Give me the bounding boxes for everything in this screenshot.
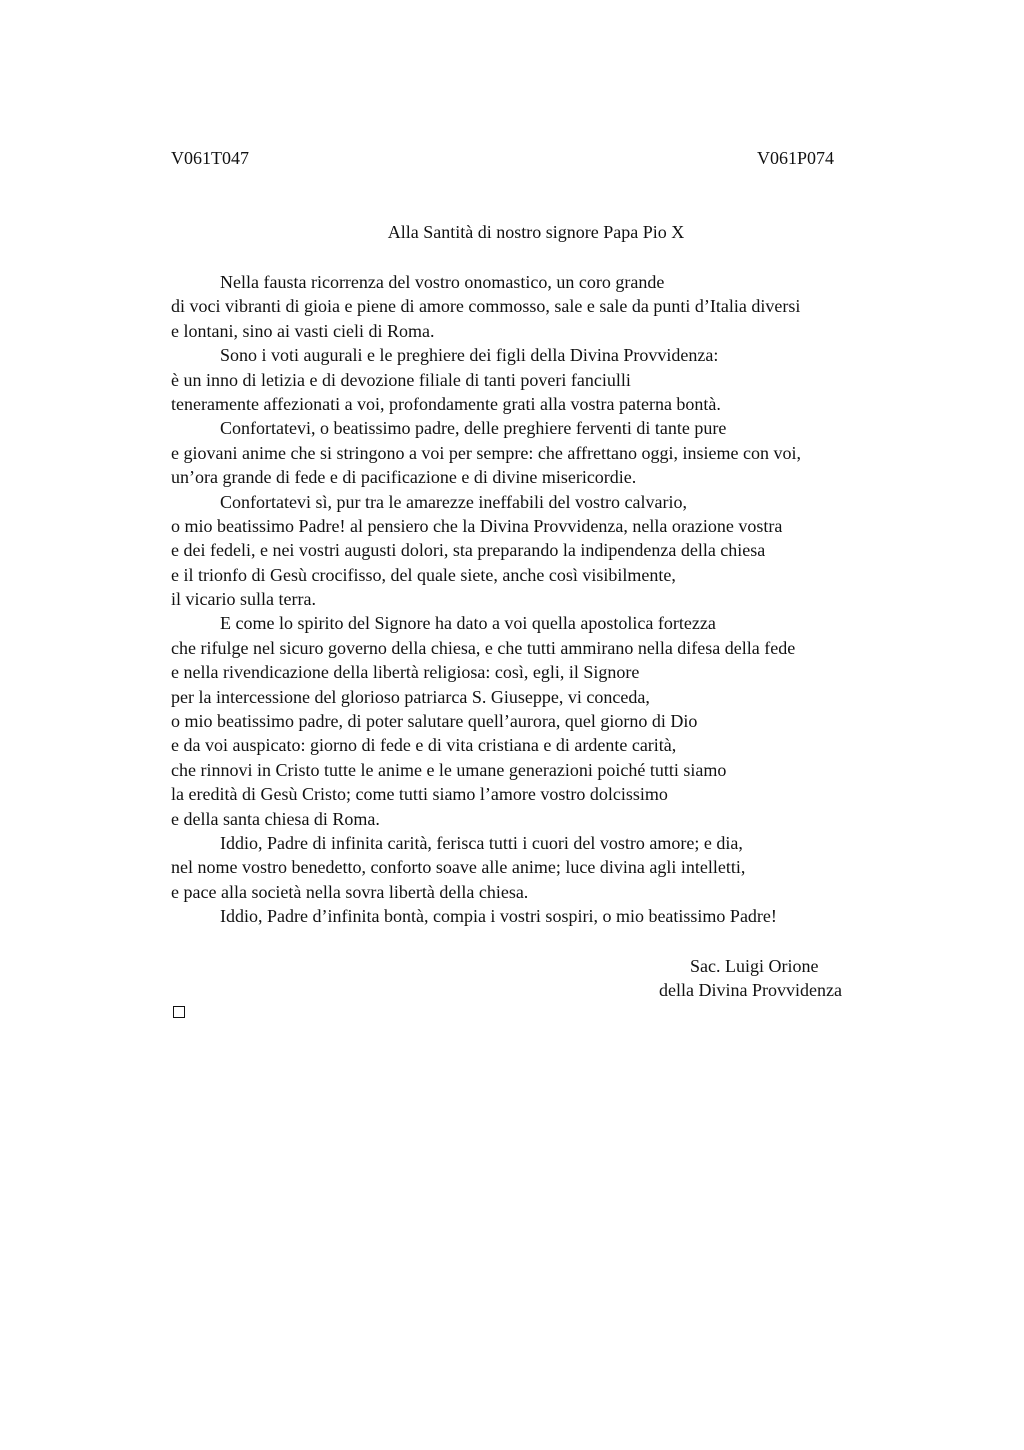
- body-line: Nella fausta ricorrenza del vostro onomastico, un coro grande: [220, 272, 665, 292]
- body-line: Iddio, Padre di infinita carità, ferisca tutti i cuori del vostro amore; e dia,: [220, 832, 743, 853]
- body-line: Sono i voti augurali e le preghiere dei figli della Divina Provvidenza:: [220, 345, 719, 366]
- page-reference-right: V061P074: [757, 148, 835, 168]
- body-line: nel nome vostro benedetto, conforto soave alle anime; luce divina agli intelletti,: [171, 857, 746, 878]
- body-line: la eredità di Gesù Cristo; come tutti siamo l’amore vostro dolcissimo: [171, 784, 668, 805]
- body-line: e lontani, sino ai vasti cieli di Roma.: [171, 320, 435, 341]
- end-marker-box: [173, 1006, 185, 1018]
- body-line: Confortatevi sì, pur tra le amarezze ineffabili del vostro calvario,: [220, 491, 687, 512]
- body-line: per la intercessione del glorioso patriarca S. Giuseppe, vi conceda,: [171, 686, 650, 707]
- letter-title: Alla Santità di nostro signore Papa Pio X: [387, 222, 685, 242]
- body-line: e della santa chiesa di Roma.: [171, 808, 380, 829]
- signature-name: Sac. Luigi Orione: [690, 956, 819, 976]
- body-line: è un inno di letizia e di devozione filiale di tanti poveri fanciulli: [171, 369, 631, 390]
- body-line: Iddio, Padre d’infinita bontà, compia i vostri sospiri, o mio beatissimo Padre!: [220, 906, 777, 927]
- letter-body: [171, 270, 931, 929]
- body-line: che rinnovi in Cristo tutte le anime e le umane generazioni poiché tutti siamo: [171, 759, 727, 780]
- body-line: e da voi auspicato: giorno di fede e di vita cristiana e di ardente carità,: [171, 735, 677, 756]
- body-line: o mio beatissimo Padre! al pensiero che la Divina Provvidenza, nella orazione vostra: [171, 515, 783, 536]
- body-line: il vicario sulla terra.: [171, 589, 316, 610]
- body-line: E come lo spirito del Signore ha dato a voi quella apostolica fortezza: [220, 613, 716, 634]
- body-line: un’ora grande di fede e di pacificazione e di divine misericordie.: [171, 467, 637, 488]
- body-line: che rifulge nel sicuro governo della chiesa, e che tutti ammirano nella difesa della fede: [171, 637, 796, 658]
- body-line: o mio beatissimo padre, di poter salutare quell’aurora, quel giorno di Dio: [171, 711, 698, 732]
- body-line: e il trionfo di Gesù crocifisso, del quale siete, anche così visibilmente,: [171, 564, 676, 585]
- signature-affiliation: della Divina Provvidenza: [659, 980, 842, 1000]
- body-line: teneramente affezionati a voi, profondamente grati alla vostra paterna bontà.: [171, 393, 721, 414]
- body-line: di voci vibranti di gioia e piene di amore commosso, sale e sale da punti d’Italia diversi: [171, 296, 801, 317]
- body-line: e giovani anime che si stringono a voi per sempre: che affrettano oggi, insieme con voi,: [171, 442, 801, 463]
- body-line: e nella rivendicazione della libertà religiosa: così, egli, il Signore: [171, 662, 640, 683]
- document-reference-left: V061T047: [171, 148, 249, 168]
- body-line: e pace alla società nella sovra libertà della chiesa.: [171, 881, 529, 902]
- body-line: e dei fedeli, e nei vostri augusti dolori, sta preparando la indipendenza della chiesa: [171, 540, 766, 561]
- body-line: Confortatevi, o beatissimo padre, delle preghiere ferventi di tante pure: [220, 418, 727, 439]
